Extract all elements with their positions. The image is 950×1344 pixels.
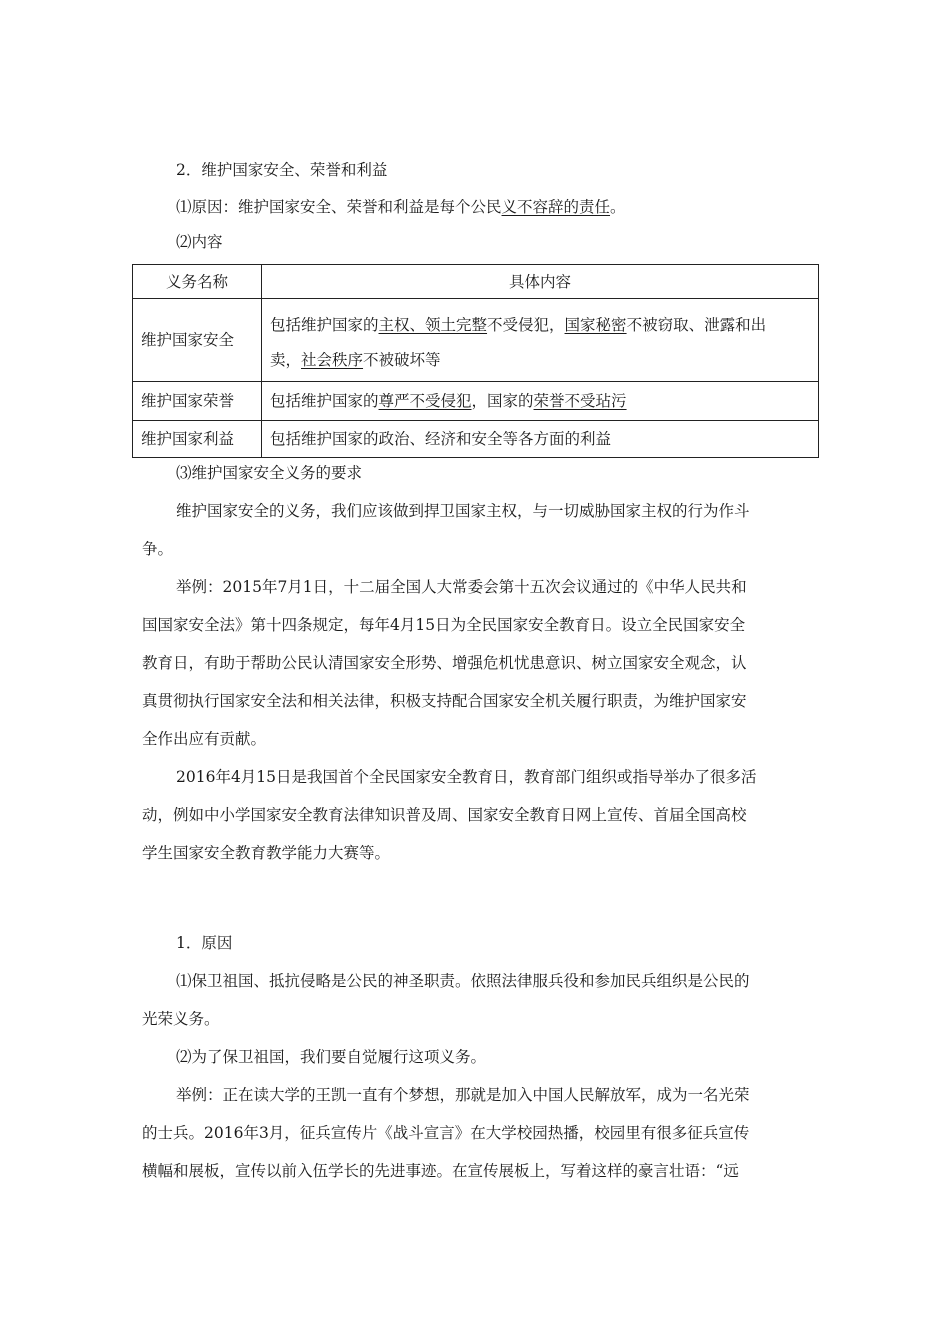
table-cell-name: 维护国家利益 xyxy=(133,421,262,458)
paragraph-line: 国国家安全法》第十四条规定，每年4月15日为全民国家安全教育日。设立全民国家安全 xyxy=(142,616,746,634)
cell-text: 包括维护国家的 xyxy=(270,392,379,410)
cell-line xyxy=(270,345,810,375)
section-heading: 2．维护国家安全、荣誉和利益 xyxy=(176,161,388,179)
paragraph-line: 光荣义务。 xyxy=(142,1010,220,1028)
underlined-key-term: 主权、领土完整 xyxy=(378,315,488,334)
cell-text: 包括维护国家的 xyxy=(270,315,379,334)
paragraph-line: 争。 xyxy=(142,540,174,558)
table-row xyxy=(133,299,819,382)
cell-text: 不被窃取、泄露和出 xyxy=(626,315,767,334)
table-header-content: 具体内容 xyxy=(262,265,819,299)
reason-end: 。 xyxy=(610,198,626,216)
paragraph-line: 全作出应有贡献。 xyxy=(142,730,267,748)
paragraph-line: 维护国家安全的义务，我们应该做到捍卫国家主权，与一切威胁国家主权的行为作斗 xyxy=(176,502,750,520)
paragraph-line: 举例：正在读大学的王凯一直有个梦想，那就是加入中国人民解放军，成为一名光荣 xyxy=(176,1086,750,1104)
underlined-key-term: 国家秘密 xyxy=(564,315,627,334)
paragraph-line: 横幅和展板，宣传以前入伍学长的先进事迹。在宣传展板上，写着这样的豪言壮语：“远 xyxy=(142,1162,739,1180)
paragraph-line: ⑵为了保卫祖国，我们要自觉履行这项义务。 xyxy=(176,1048,487,1066)
reason-text: ⑴原因：维护国家安全、荣誉和利益是每个公民 xyxy=(176,198,502,216)
table-header-name: 义务名称 xyxy=(133,265,262,299)
duties-table xyxy=(132,264,819,458)
cell-text: 不被破坏等 xyxy=(363,350,441,369)
table-header-row xyxy=(133,265,819,299)
requirement-label: ⑶维护国家安全义务的要求 xyxy=(176,464,363,482)
paragraph-line: 举例：2015年7月1日，十二届全国人大常委会第十五次会议通过的《中华人民共和 xyxy=(176,578,747,596)
cell-text: ，国家的 xyxy=(471,392,534,410)
paragraph-line: ⑴保卫祖国、抵抗侵略是公民的神圣职责。依照法律服兵役和参加民兵组织是公民的 xyxy=(176,972,750,990)
paragraph-line: 动，例如中小学国家安全教育法律知识普及周、国家安全教育日网上宣传、首届全国高校 xyxy=(142,806,747,824)
cell-text: 卖， xyxy=(270,350,302,369)
table-cell-name: 维护国家安全 xyxy=(133,299,262,382)
cell-line xyxy=(270,428,810,450)
paragraph-line: 教育日，有助于帮助公民认清国家安全形势、增强危机忧患意识、树立国家安全观念，认 xyxy=(142,654,747,672)
cell-line xyxy=(270,390,810,412)
underlined-key-term: 社会秩序 xyxy=(301,350,364,369)
cell-line xyxy=(270,306,810,345)
table-cell-name: 维护国家荣誉 xyxy=(133,382,262,421)
underlined-key-term: 荣誉不受玷污 xyxy=(533,392,627,410)
table-cell-content xyxy=(262,421,819,458)
paragraph-line: 的士兵。2016年3月，征兵宣传片《战斗宣言》在大学校园热播，校园里有很多征兵宣传 xyxy=(142,1124,750,1142)
reason-underlined-text: 义不容辞的责任 xyxy=(501,198,611,216)
table-cell-content xyxy=(262,299,819,382)
cell-text: 包括维护国家的政治、经济和安全等各方面的利益 xyxy=(270,430,612,448)
table-row xyxy=(133,421,819,458)
reason-paragraph xyxy=(176,196,626,218)
paragraph-line: 学生国家安全教育教学能力大赛等。 xyxy=(142,844,391,862)
paragraph-line: 2016年4月15日是我国首个全民国家安全教育日，教育部门组织或指导举办了很多活 xyxy=(176,768,757,786)
paragraph-line: 真贯彻执行国家安全法和相关法律，积极支持配合国家安全机关履行职责，为维护国家安 xyxy=(142,692,747,710)
table-cell-content xyxy=(262,382,819,421)
underlined-key-term: 尊严不受侵犯 xyxy=(378,392,472,410)
section-heading: 1．原因 xyxy=(176,934,233,952)
table-row xyxy=(133,382,819,421)
content-label: ⑵内容 xyxy=(176,233,223,251)
cell-text: 不受侵犯， xyxy=(487,315,565,334)
